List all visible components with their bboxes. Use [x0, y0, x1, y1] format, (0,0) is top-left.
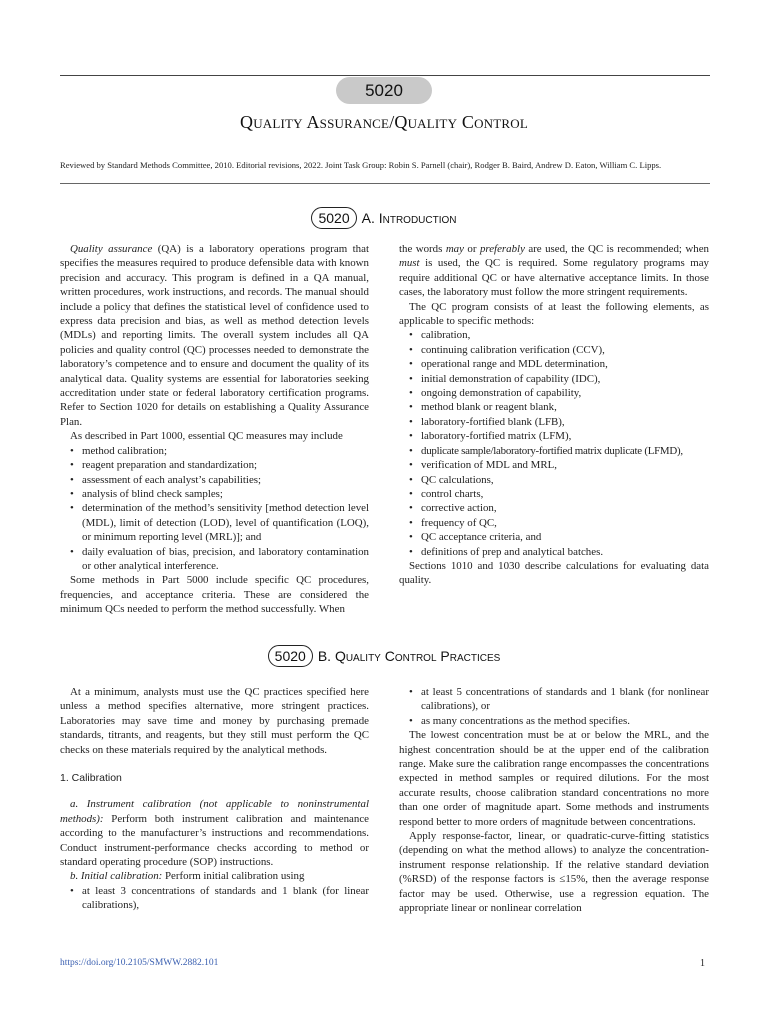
- minimum-qc-paragraph: At a minimum, analysts must use the QC practices specified here unless a method specifies alternative, more stringent practices. Laboratories may save time and money by purchasing premade standards, titrants, and reagents, but they still must perform the QC checks on these materials required by the analytical methods.: [60, 686, 369, 756]
- list-item: • reagent preparation and standardization;: [60, 458, 369, 472]
- qc-wording-paragraph: [399, 242, 709, 300]
- text-run: are used, the QC is recommended; when: [524, 243, 709, 255]
- lowest-concentration-paragraph: The lowest concentration must be at or below the MRL, and the highest concentration should be at the upper end of the calibration range. Make sure the calibration range encompasses the concentrations expected in method samples or required dilutions. For the most accurate results, choose calibration standard concentrations no more than one order of magnitude apart. Some methods and instruments respond better to more orders of magnitude between concentrations.: [399, 729, 709, 828]
- list-item: • frequency of QC,: [399, 516, 709, 530]
- list-item: • continuing calibration verification (CCV),: [399, 343, 709, 357]
- section-b-title: B. Quality Control Practices: [317, 648, 501, 664]
- list-item: • ongoing demonstration of capability,: [399, 386, 709, 400]
- list-item: • definitions of prep and analytical batches.: [399, 545, 709, 559]
- text-run: the words: [399, 243, 446, 255]
- section-b-number-pill: 5020: [268, 645, 313, 667]
- list-item: • control charts,: [399, 487, 709, 501]
- instrument-calibration-paragraph: [60, 797, 369, 869]
- list-item: • determination of the method’s sensitivity [method detection level (MDL), limit of detection (LOD), level of quantification (LOQ), or minimum reporting level (MRL)]; and: [60, 501, 369, 544]
- top-rule: [60, 75, 710, 76]
- list-item: • at least 3 concentrations of standards and 1 blank (for linear calibrations),: [60, 884, 369, 913]
- qa-term: Quality assurance: [70, 243, 153, 255]
- essential-qc-list: [60, 444, 369, 574]
- section-b-left-column: [60, 685, 369, 913]
- reviewed-credit-line: Reviewed by Standard Methods Committee, 2010. Editorial revisions, 2022. Joint Task Group: Robin S. Parnell (chair), Rodger B. Baird, Andrew D. Eaton, William C. Lipps.: [60, 160, 662, 170]
- doi-link[interactable]: https://doi.org/10.2105/SMWW.2882.101: [60, 958, 219, 968]
- page-number: 1: [700, 958, 705, 969]
- list-item: • analysis of blind check samples;: [60, 487, 369, 501]
- list-item: • laboratory-fortified matrix (LFM),: [399, 429, 709, 443]
- qc-program-elements-list: [399, 328, 709, 559]
- list-item: • daily evaluation of bias, precision, and laboratory contamination or other analytical interference.: [60, 545, 369, 574]
- calibration-subheading: 1. Calibration: [60, 772, 122, 785]
- qa-definition-text: (QA) is a laboratory operations program that specifies the measures required to produce defensible data with known precision and accuracy. This program is defined in a QA manual, written procedures, work instructions, and records. The manual should include a policy that defines the statistical level of confidence used to express data precision and bias, as well as method detection levels (MDLs) and reporting limits. The overall system includes all QA policies and quality control (QC) processes needed to demonstrate the laboratory’s competence and to ensure and document the quality of its analytical data. Quality systems are essential for laboratories seeking accreditation under state or federal laboratory certification programs. Refer to Section 1020 for details on establishing a Quality Assurance Plan.: [60, 243, 369, 428]
- list-item: • verification of MDL and MRL,: [399, 458, 709, 472]
- qa-definition-paragraph: [60, 242, 369, 429]
- list-item: • assessment of each analyst’s capabilities;: [60, 473, 369, 487]
- section-a-title: A. Introduction: [361, 210, 457, 226]
- calibration-options-list: [399, 685, 709, 728]
- page-title-text: Quality Assurance/Quality Control: [240, 112, 528, 132]
- essential-qc-intro: As described in Part 1000, essential QC measures may include: [70, 430, 343, 443]
- list-item: • corrective action,: [399, 501, 709, 515]
- page-title: [0, 112, 768, 133]
- list-item: • at least 5 concentrations of standards and 1 blank (for nonlinear calibrations), or: [399, 685, 709, 714]
- list-item: • method blank or reagent blank,: [399, 400, 709, 414]
- section-a-heading: [0, 207, 768, 229]
- list-item: • QC calculations,: [399, 473, 709, 487]
- part-5000-paragraph: Some methods in Part 5000 include specific QC procedures, frequencies, and acceptance criteria. These are considered the minimum QCs needed to perform the method successfully. When: [60, 574, 369, 616]
- list-item: • duplicate sample/laboratory-fortified matrix duplicate (LFMD),: [399, 444, 709, 458]
- section-number-badge: 5020: [336, 77, 432, 104]
- curve-fitting-paragraph: Apply response-factor, linear, or quadratic-curve-fitting statistics (depending on what the method allows) to analyze the concentration-instrument response relationship. If the relative standard deviation (%RSD) of the response factors is ≤15%, then the average response factor may be used. Otherwise, use a regression equation. The appropriate linear or nonlinear correlation: [399, 830, 709, 915]
- initial-calibration-paragraph: [60, 869, 369, 883]
- qc-program-intro: The QC program consists of at least the following elements, as applicable to specific methods:: [399, 300, 709, 328]
- list-item: • QC acceptance criteria, and: [399, 530, 709, 544]
- section-a-left-column: [60, 242, 369, 617]
- list-item: • operational range and MDL determination,: [399, 357, 709, 371]
- list-item: • method calibration;: [60, 444, 369, 458]
- section-a-number-pill: 5020: [311, 207, 356, 229]
- header-divider: [60, 183, 710, 184]
- initial-calibration-text: Perform initial calibration using: [162, 870, 305, 883]
- text-run: or: [463, 243, 480, 255]
- initial-calibration-term: b. Initial calibration:: [70, 870, 163, 883]
- instrument-calibration-term: a. Instrument calibration (not applicable to noninstrumental methods):: [60, 798, 369, 825]
- section-b-right-column: [399, 685, 709, 916]
- initial-calibration-list: [60, 884, 369, 913]
- sections-reference-paragraph: Sections 1010 and 1030 describe calculations for evaluating data quality.: [399, 559, 709, 587]
- list-item: • laboratory-fortified blank (LFB),: [399, 415, 709, 429]
- list-item: • initial demonstration of capability (IDC),: [399, 372, 709, 386]
- may-term: may: [445, 243, 464, 255]
- section-b-heading: [0, 645, 768, 667]
- text-run: is used, the QC is required. Some regulatory programs may require additional QC or have alternative acceptance limits. In those cases, the laboratory must follow the more stringent requirements.: [399, 257, 709, 299]
- list-item: • as many concentrations as the method specifies.: [399, 714, 709, 728]
- section-a-right-column: [399, 242, 709, 588]
- list-item: • calibration,: [399, 328, 709, 342]
- must-term: must: [399, 257, 420, 270]
- instrument-calibration-text: Perform both instrument calibration and maintenance according to the manufacturer’s instructions and recommendations. Conduct instrument-performance checks according to method or standard operating procedure (SOP) instructions.: [60, 812, 369, 869]
- preferably-term: preferably: [479, 243, 525, 255]
